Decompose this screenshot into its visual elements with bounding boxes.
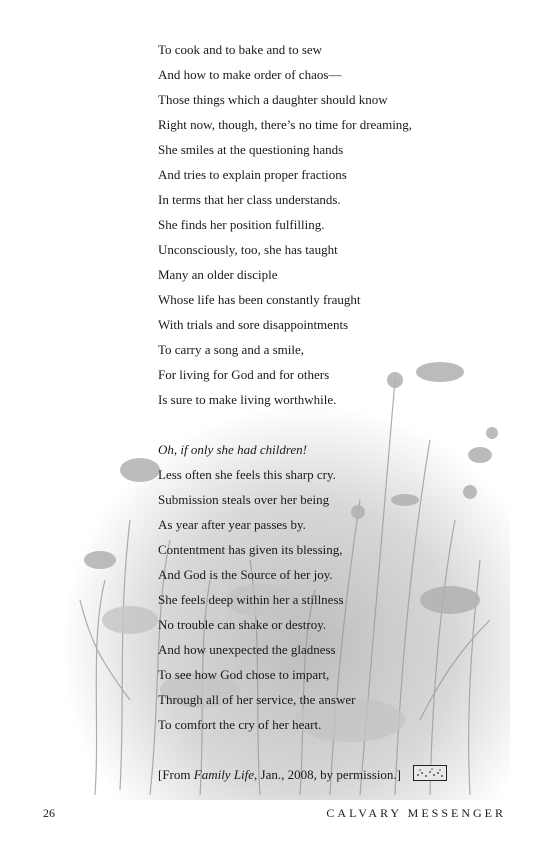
poem-line: And God is the Source of her joy. — [158, 567, 333, 582]
poem-line: No trouble can shake or destroy. — [158, 617, 327, 632]
poem-line: As year after year passes by. — [158, 517, 306, 532]
poem-line: To see how God chose to impart, — [158, 667, 330, 682]
credit-source: Family Life — [193, 767, 255, 782]
credit-prefix: [From — [158, 767, 194, 782]
running-footer-title: CALVARY MESSENGER — [326, 806, 506, 820]
poem-line: Is sure to make living worthwhile. — [158, 392, 337, 407]
poem-line: For living for God and for others — [158, 367, 330, 382]
poem-line: To comfort the cry of her heart. — [158, 717, 322, 732]
poem-line: Whose life has been constantly fraught — [158, 292, 361, 307]
poem-line: She feels deep within her a stillness — [158, 592, 344, 607]
poem-line: Contentment has given its blessing, — [158, 542, 343, 557]
poem-line: To carry a song and a smile, — [158, 342, 305, 357]
poem-line: Right now, though, there’s no time for dreaming, — [158, 117, 413, 132]
poem-line: And how to make order of chaos— — [158, 67, 342, 82]
poem-line: And tries to explain proper fractions — [158, 167, 347, 182]
stanza-divider — [158, 412, 518, 437]
poem-line: Less often she feels this sharp cry. — [158, 467, 336, 482]
page-number: 26 — [43, 806, 55, 820]
poem-line: Many an older disciple — [158, 267, 278, 282]
poem-line-italic: Oh, if only she had children! — [158, 442, 307, 457]
poem-line: Submission steals over her being — [158, 492, 330, 507]
poem-line: To cook and to bake and to sew — [158, 42, 323, 57]
poem-line: She smiles at the questioning hands — [158, 142, 344, 157]
poem-line: In terms that her class understands. — [158, 192, 341, 207]
poem-text — [158, 37, 518, 737]
image-thumbnail-icon — [413, 765, 447, 781]
stanza-1 — [158, 37, 518, 412]
source-credit — [158, 762, 401, 787]
stanza-2 — [158, 437, 518, 737]
poem-line: Unconsciously, too, she has taught — [158, 242, 338, 257]
poem-line: Those things which a daughter should know — [158, 92, 388, 107]
credit-suffix: , Jan., 2008, by permission.] — [254, 767, 402, 782]
poem-line: And how unexpected the gladness — [158, 642, 336, 657]
poem-line: She finds her position fulfilling. — [158, 217, 325, 232]
poem-line: With trials and sore disappointments — [158, 317, 349, 332]
poem-line: Through all of her service, the answer — [158, 692, 356, 707]
